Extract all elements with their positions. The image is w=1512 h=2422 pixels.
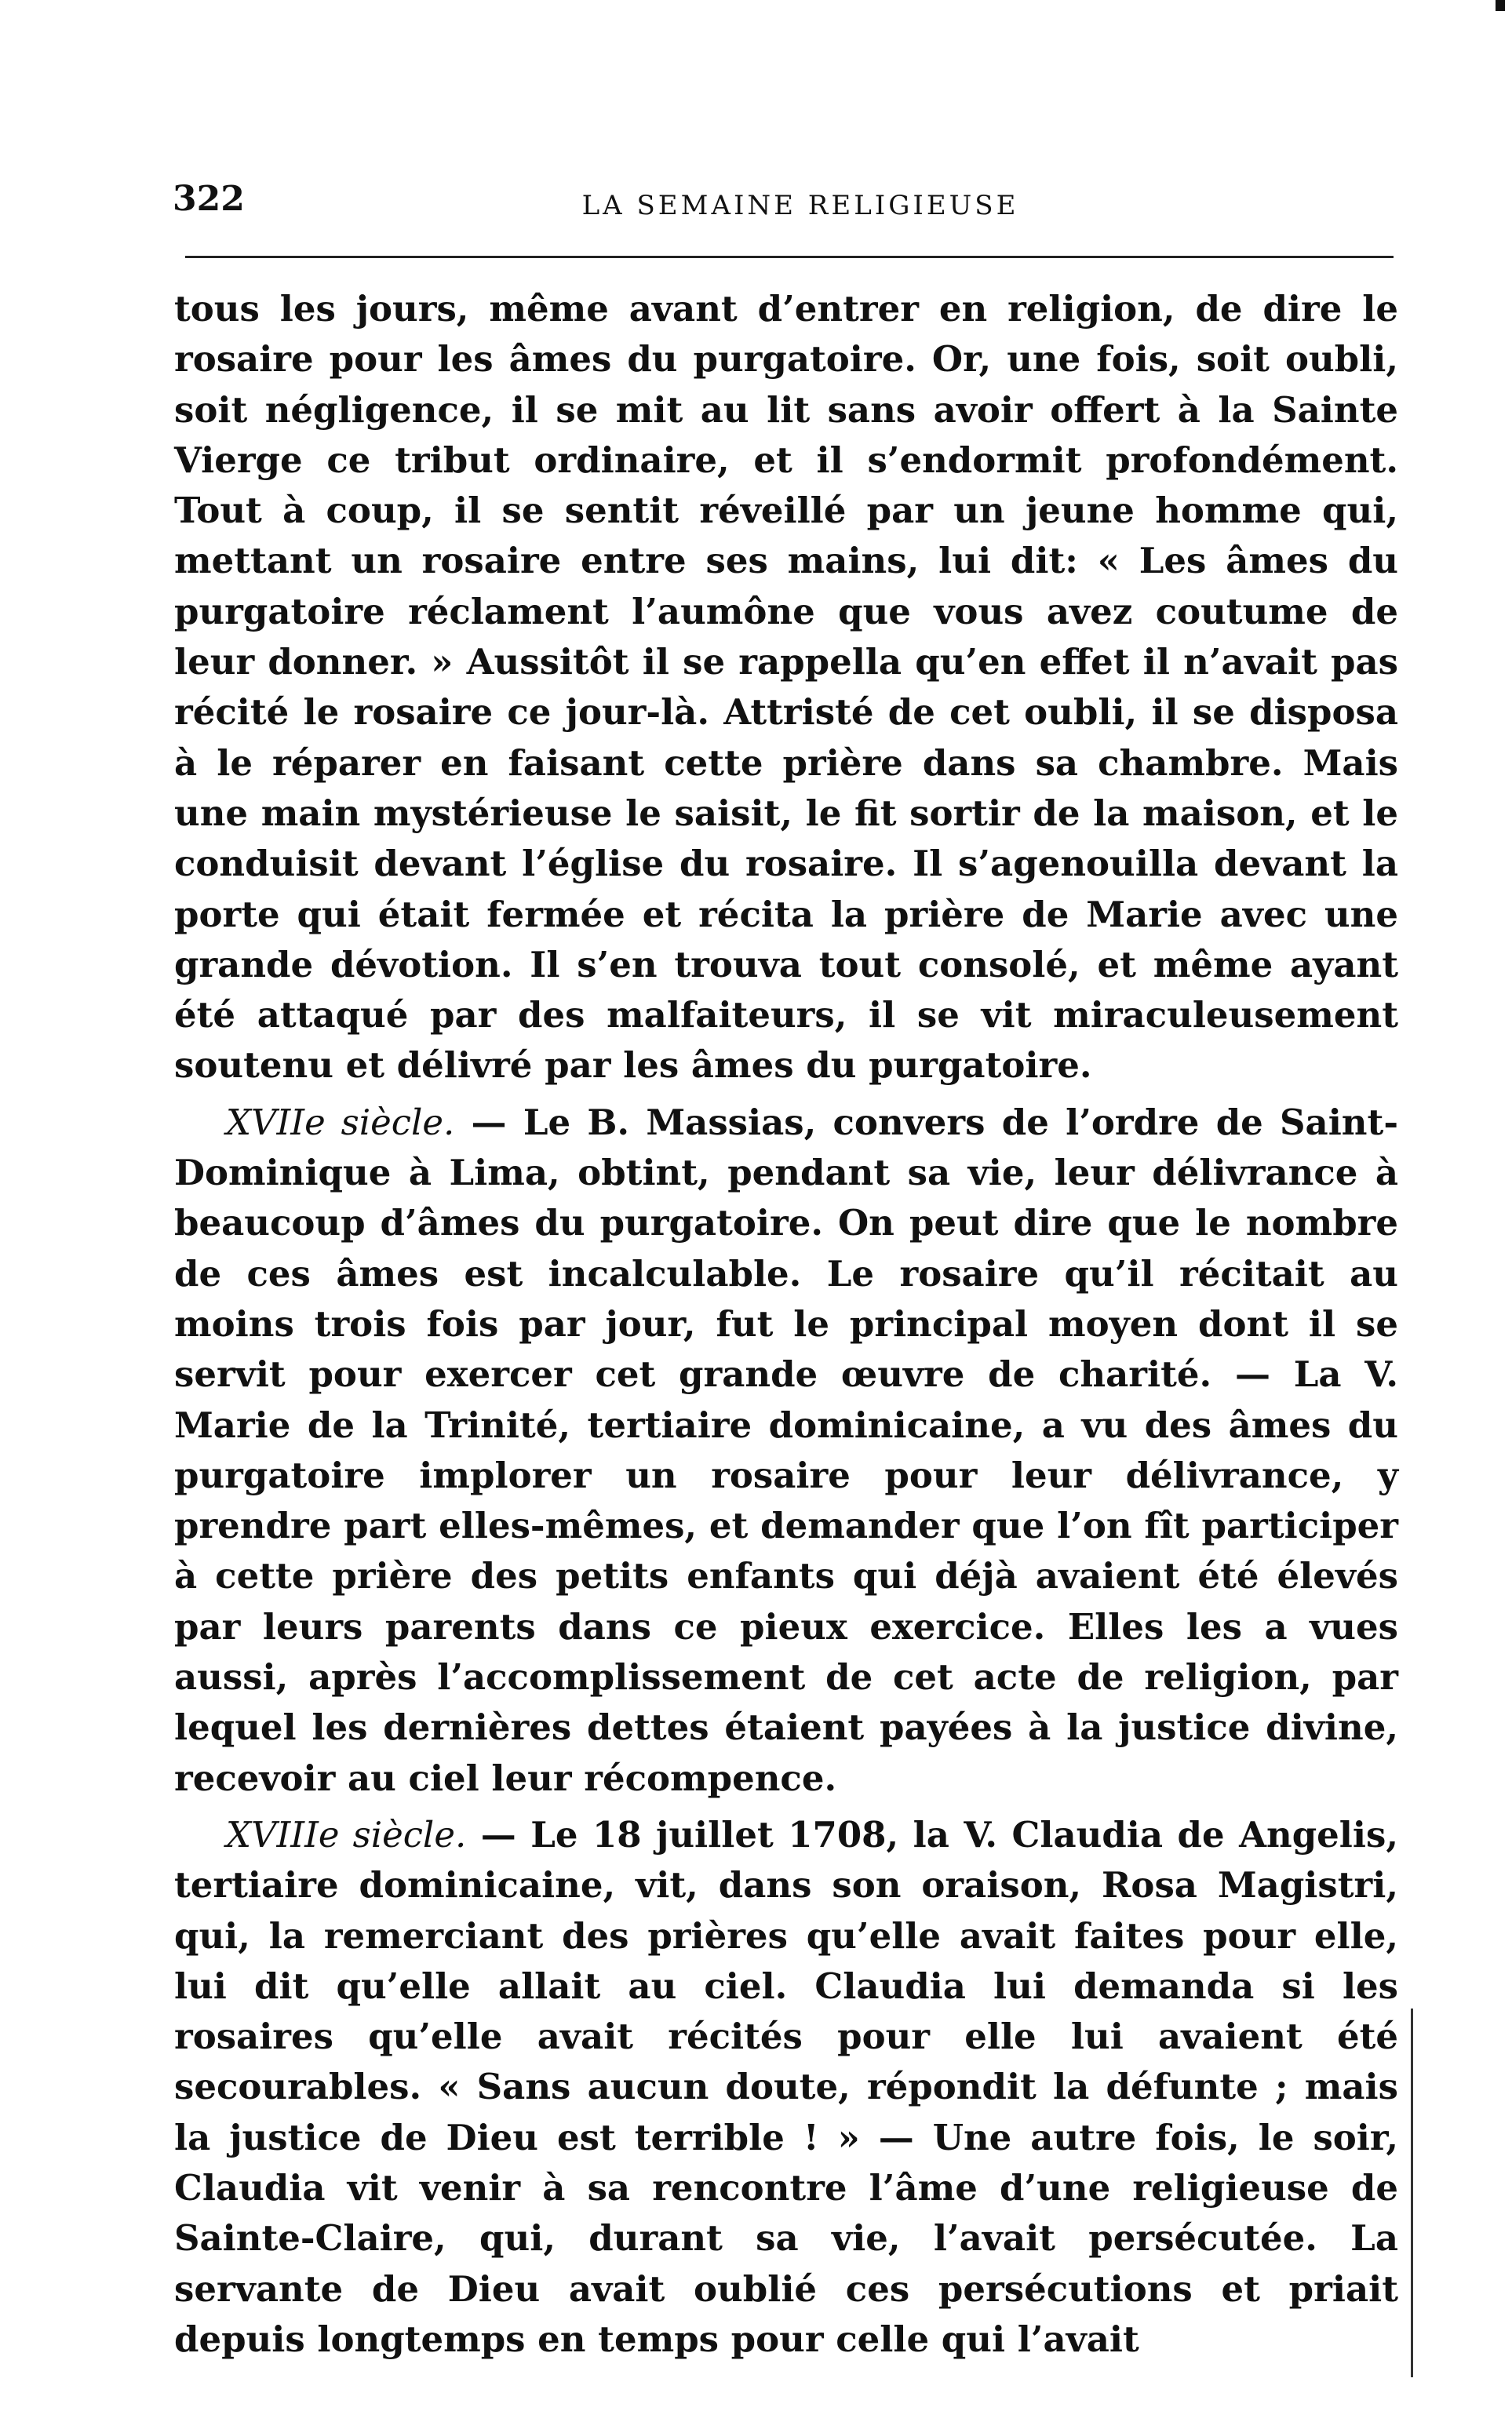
page-number: 322 (173, 179, 245, 219)
paragraph-xviie-siecle (174, 1098, 1398, 1804)
body-text (174, 284, 1398, 2365)
era-heading: XVIIIe siècle. (226, 1813, 467, 1856)
era-heading: XVIIe siècle. (226, 1101, 455, 1143)
paragraph-text: tous les jours, même avant d’entrer en religion, de dire le rosaire pour les âmes du purgatoire. Or, une fois, soit oubli, soit négligence, il se mit au lit sans avoir offert à la Sainte Vierge ce tribut ordinaire, et il s’endormit profondément. Tout à coup, il se sentit réveillé par un jeune homme qui, mettant un rosaire entre ses mains, lui dit: « Les âmes du purgatoire réclament l’aumône que vous avez coutume de leur donner. » Aussitôt il se rappella qu’en effet il n’avait pas récité le rosaire ce jour-là. Attristé de cet oubli, il se disposa à le réparer en faisant cette prière dans sa chambre. Mais une main mystérieuse le saisit, le fit sortir de la maison, et le conduisit devant l’église du rosaire. Il s’agenouilla devant la porte qui était fermée et récita la prière de Marie avec une grande dévotion. Il s’en trouva tout consolé, et même ayant été attaqué par des malfaiteurs, il se vit miraculeusement soutenu et délivré par les âmes du purgatoire. (174, 288, 1398, 1087)
paragraph-text: — Le B. Massias, convers de l’ordre de Saint-Dominique à Lima, obtint, pendant sa vie, leur délivrance à beaucoup d’âmes du purgatoire. On peut dire que le nombre de ces âmes est incalculable. Le rosaire qu’il récitait au moins trois fois par jour, fut le principal moyen dont il se servit pour exercer cet grande œuvre de charité. — La V. Marie de la Trinité, tertiaire dominicaine, a vu des âmes du purgatoire implorer un rosaire pour leur délivrance, y prendre part elles-mêmes, et demander que l’on fît participer à cette prière des petits enfants qui déjà avaient été élevés par leurs parents dans ce pieux exercice. Elles les a vues aussi, après l’accomplissement de cet acte de religion, par lequel les dernières dettes étaient payées à la justice divine, recevoir au ciel leur récompence. (174, 1101, 1398, 1799)
header-rule (185, 256, 1394, 258)
running-title: LA SEMAINE RELIGIEUSE (581, 190, 1019, 221)
paragraph-xviiie-siecle (174, 1810, 1398, 2365)
paragraph-text: — Le 18 juillet 1708, la V. Claudia de Angelis, tertiaire dominicaine, vit, dans son oraison, Rosa Magistri, qui, la remerciant des prières qu’elle avait faites pour elle, lui dit qu’elle allait au ciel. Claudia lui demanda si les rosaires qu’elle avait récités pour elle lui avaient été secourables. « Sans aucun doute, répondit la défunte ; mais la justice de Dieu est terrible ! » — Une autre fois, le soir, Claudia vit venir à sa rencontre l’âme d’une religieuse de Sainte-Claire, qui, durant sa vie, l’avait persécutée. La servante de Dieu avait oublié ces persécutions et priait depuis longtemps en temps pour celle qui l’avait (174, 1813, 1398, 2360)
page-edge-line (1411, 2009, 1413, 2377)
paragraph-continuation (174, 284, 1398, 1091)
scan-corner-mark (1496, 0, 1505, 11)
page-header (173, 179, 1397, 234)
